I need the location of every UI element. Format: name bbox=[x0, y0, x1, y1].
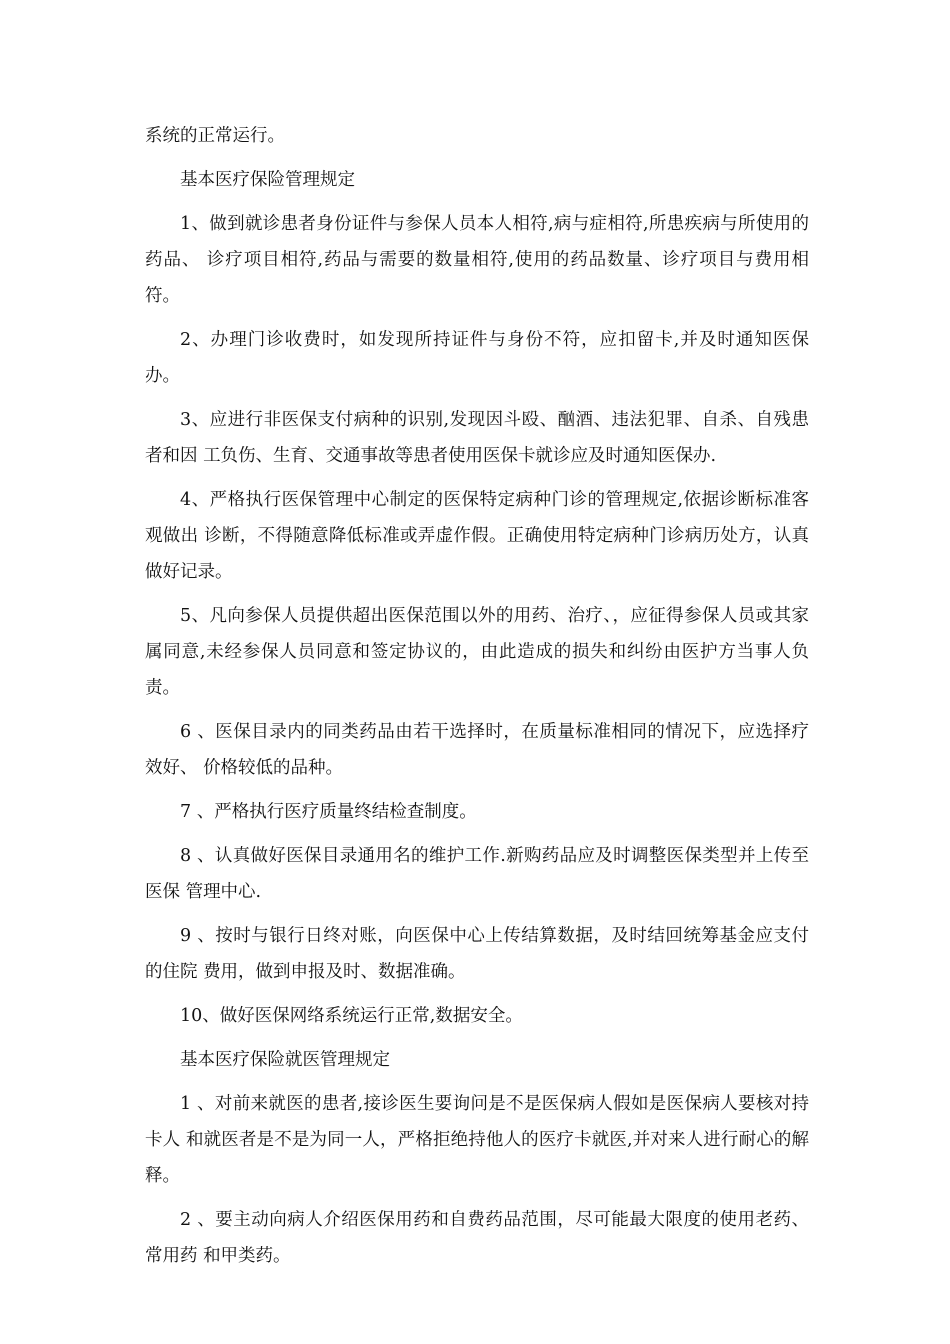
rule-item-7: 7 、严格执行医疗质量终结检查制度。 bbox=[180, 802, 477, 822]
rule-item-1: 1、做到就诊患者身份证件与参保人员本人相符,病与症相符,所患疾病与所使用的药品、 诊疗项目相符,药品与需要的数量相符,使用的药品数量、诊疗项目与费用相符。 bbox=[145, 214, 809, 306]
visit-rule-item-2: 2 、要主动向病人介绍医保用药和自费药品范围，尽可能最大限度的使用老药、常用药 和甲类药。 bbox=[145, 1210, 809, 1266]
rule-item-9: 9 、按时与银行日终对账，向医保中心上传结算数据，及时结回统筹基金应支付的住院 费用，做到申报及时、数据准确。 bbox=[145, 926, 809, 982]
rule-item-6: 6 、医保目录内的同类药品由若干选择时，在质量标准相同的情况下，应选择疗效好、 价格较低的品种。 bbox=[145, 722, 809, 778]
rule-item-8: 8 、认真做好医保目录通用名的维护工作.新购药品应及时调整医保类型并上传至医保 管理中心. bbox=[145, 846, 809, 902]
rule-item-10: 10、做好医保网络系统运行正常,数据安全。 bbox=[180, 1006, 523, 1026]
paragraph-continuation: 系统的正常运行。 bbox=[145, 126, 285, 146]
rule-item-3: 3、应进行非医保支付病种的识别,发现因斗殴、酗酒、违法犯罪、自杀、自残患者和因 工负伤、生育、交通事故等患者使用医保卡就诊应及时通知医保办. bbox=[145, 410, 809, 466]
rule-item-4: 4、严格执行医保管理中心制定的医保特定病种门诊的管理规定,依据诊断标准客观做出 诊断，不得随意降低标准或弄虚作假。正确使用特定病种门诊病历处方，认真做好记录。 bbox=[145, 490, 809, 582]
rule-item-5: 5、凡向参保人员提供超出医保范围以外的用药、治疗、，应征得参保人员或其家属同意,未经参保人员同意和签定协议的，由此造成的损失和纠纷由医护方当事人负责。 bbox=[145, 606, 809, 698]
visit-rule-item-1: 1 、对前来就医的患者,接诊医生要询问是不是医保病人假如是医保病人要核对持卡人 和就医者是不是为同一人，严格拒绝持他人的医疗卡就医,并对来人进行耐心的解释。 bbox=[145, 1094, 809, 1186]
document-body bbox=[145, 118, 809, 1282]
rule-item-2: 2、办理门诊收费时，如发现所持证件与身份不符，应扣留卡,并及时通知医保办。 bbox=[145, 330, 809, 386]
section-heading-insurance-management: 基本医疗保险管理规定 bbox=[180, 170, 355, 190]
section-heading-medical-visit: 基本医疗保险就医管理规定 bbox=[180, 1050, 390, 1070]
